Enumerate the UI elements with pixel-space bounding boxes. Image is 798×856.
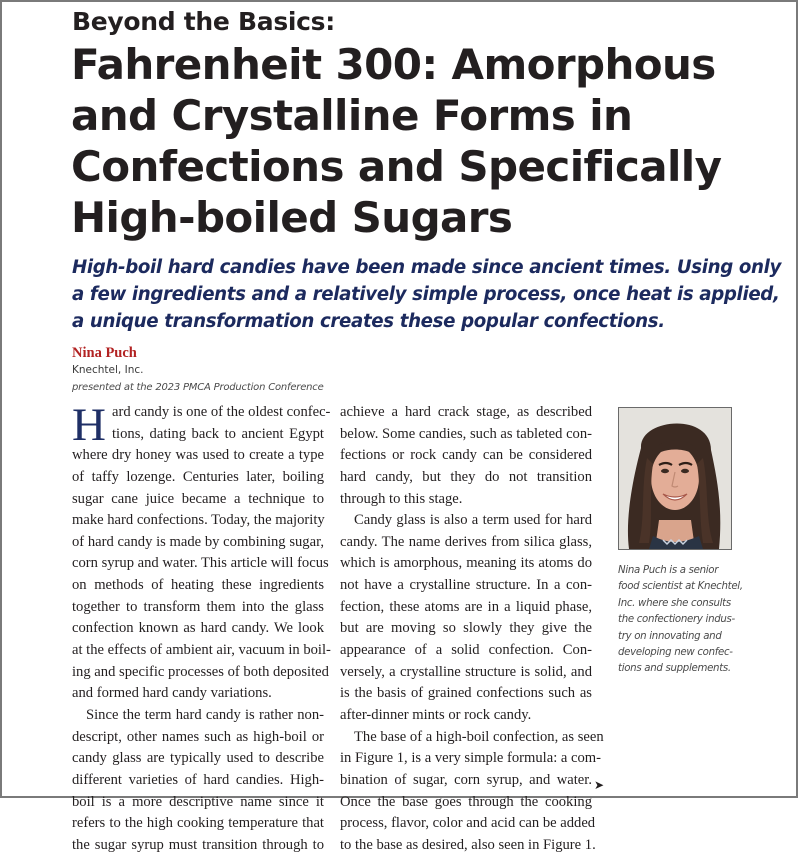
deck-line: a unique transformation creates these popular confections.	[72, 311, 665, 332]
headline-line: and Crystalline Forms in	[71, 91, 633, 140]
article-headline	[71, 39, 791, 243]
body-line: and formed hard candy variations.	[72, 685, 272, 702]
body-line: but are moving so slowly they give the	[340, 620, 592, 637]
body-line: in Figure 1, is a very simple formula: a com-	[340, 750, 602, 767]
body-line: candy. The name derives from silica glass,	[340, 533, 592, 550]
body-line: fection, these atoms are in a liquid phase,	[340, 598, 592, 615]
series-kicker: Beyond the Basics:	[72, 7, 335, 36]
body-line: below. Some candies, such as tableted con-	[340, 425, 592, 442]
body-line: on methods of heating these ingredients	[72, 577, 324, 594]
body-line: of taffy lozenge. Centuries later, boiling	[72, 468, 324, 485]
body-line: descript, other names such as high-boil or	[72, 728, 324, 745]
body-line: together to transform them into the glass	[72, 598, 324, 615]
author-photo	[618, 407, 732, 550]
body-line: achieve a hard crack stage, as described	[340, 404, 592, 420]
body-column-2	[340, 402, 604, 856]
caption-line: Inc. where she consults	[618, 597, 731, 609]
body-line: bination of sugar, corn syrup, and water.	[340, 771, 592, 788]
body-line: after-dinner mints or rock candy.	[340, 706, 532, 723]
body-line: process, flavor, color and acid can be added	[340, 815, 596, 832]
body-line: ard candy is one of the oldest confec-	[112, 404, 331, 420]
headline-line: Fahrenheit 300: Amorphous	[71, 40, 716, 89]
body-line: where dry honey was used to create a type	[72, 447, 324, 464]
headline-line: High-boiled Sugars	[71, 193, 513, 242]
body-line: ing and specific processes of both deposited	[72, 663, 329, 680]
body-line: tions, dating back to ancient Egypt	[112, 425, 324, 442]
headline-line: Confections and Specifically	[71, 142, 722, 191]
body-line: sugar cane juice became a technique to	[72, 490, 324, 507]
body-line: corn syrup and water. This article will focus	[72, 555, 329, 572]
body-line: make hard confections. Today, the majority	[72, 512, 325, 529]
body-line: fections or rock candy can be considered	[340, 447, 592, 464]
caption-line: tions and supplements.	[618, 663, 731, 675]
drop-cap: H	[72, 399, 106, 451]
continue-arrow-icon: ➤	[594, 778, 605, 792]
deck-line: High-boil hard candies have been made since ancient times. Using only	[72, 257, 781, 278]
body-line: Once the base goes through the cooking	[340, 793, 592, 810]
body-line: of hard candy is made by combining sugar,	[72, 533, 324, 550]
body-line: refers to the high cooking temperature that	[72, 815, 324, 832]
body-line: Since the term hard candy is rather non-	[86, 706, 324, 723]
body-column-1	[72, 399, 331, 856]
body-line: Candy glass is also a term used for hard	[354, 512, 592, 529]
body-line: is the basis of grained confections such as	[340, 685, 592, 702]
body-line: not have a crystalline structure. In a con-	[340, 577, 592, 594]
caption-line: food scientist at Knechtel,	[618, 581, 743, 593]
presented-note: presented at the 2023 PMCA Production Conference	[72, 382, 324, 393]
body-line: confection known as hard candy. We look	[72, 620, 324, 637]
deck-line: a few ingredients and a relatively simple process, once heat is applied,	[72, 284, 780, 305]
body-line: to the base as desired, also seen in Figure 1.	[340, 836, 596, 853]
body-line: through to this stage.	[340, 490, 463, 507]
article-deck	[72, 254, 781, 335]
author-bio-caption	[618, 563, 778, 678]
caption-line: try on innovating and	[618, 630, 722, 642]
body-line: candy glass are typically used to describe	[72, 750, 324, 767]
author-name: Nina Puch	[72, 345, 137, 361]
body-line: at the effects of ambient air, vacuum in boil-	[72, 642, 331, 659]
author-affiliation: Knechtel, Inc.	[72, 364, 144, 376]
body-line: The base of a high-boil confection, as seen	[354, 728, 604, 745]
body-line: hard candy, but they do not transition	[340, 468, 592, 485]
caption-line: the confectionery indus-	[618, 614, 735, 626]
caption-line: Nina Puch is a senior	[618, 565, 719, 576]
body-line: appearance of a solid confection. Con-	[340, 642, 592, 659]
body-line: versely, a crystalline structure is solid, and	[340, 663, 592, 680]
body-line: boil is a more descriptive name since it	[72, 793, 324, 810]
caption-line: developing new confec-	[618, 647, 733, 659]
body-line: which is amorphous, meaning its atoms do	[340, 555, 592, 572]
body-line: different varieties of hard candies. High-	[72, 771, 324, 788]
body-line: the sugar syrup must transition through to	[72, 836, 324, 853]
